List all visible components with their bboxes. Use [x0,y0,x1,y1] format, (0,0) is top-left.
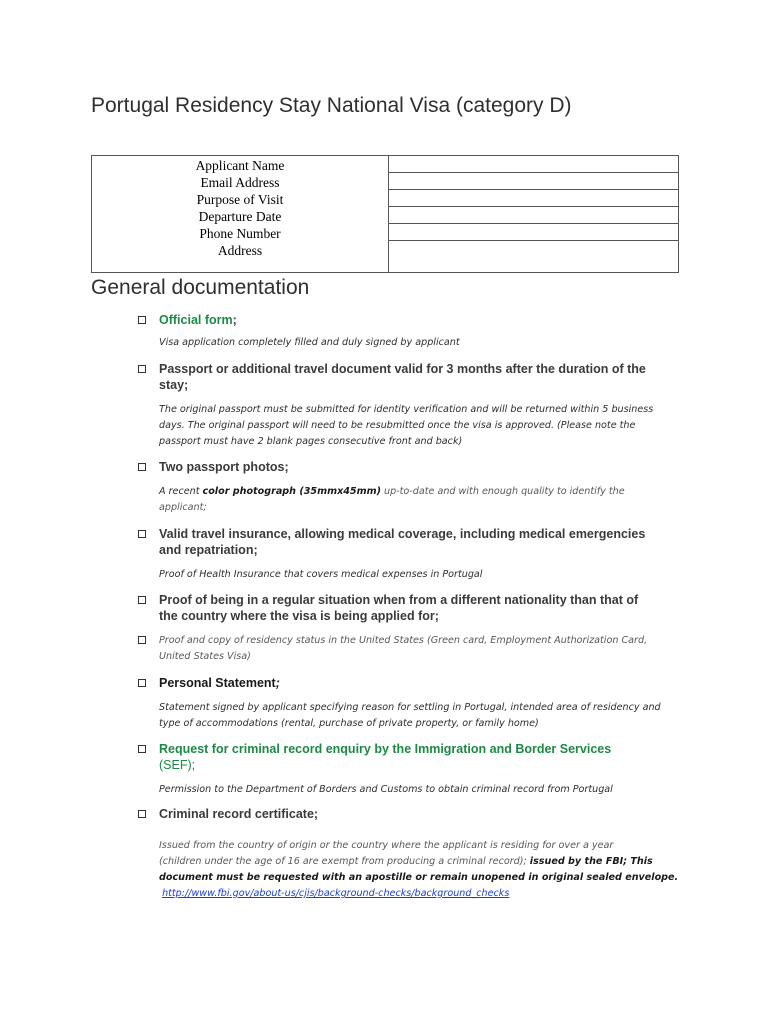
applicant-info-table [91,155,679,273]
personal-statement-checkbox[interactable] [138,679,146,687]
official-form-description: Visa application completely filled and duly signed by applicant [159,337,460,348]
criminal-record-certificate-heading: Criminal record certificate; [159,807,319,821]
regular-situation-checkbox[interactable] [138,596,146,604]
applicant-labels-cell [92,156,389,273]
departure-date-value-cell[interactable] [389,207,679,224]
label-phone-number: Phone Number [199,226,281,241]
passport-heading: Passport or additional travel document valid for 3 months after the duration of the stay; [159,362,646,392]
criminal-record-certificate-checkbox[interactable] [138,810,146,818]
applicant-name-value-cell[interactable] [389,156,679,173]
label-address: Address [217,243,263,258]
personal-statement-description: Statement signed by applicant specifying reason for settling in Portugal, intended area of residency and type of accommodations (rental, purchase of private property, or family home) [159,702,661,729]
passport-photos-description: A recent color photograph (35mmx45mm) up-to-date and with enough quality to identify the applicant; [159,486,625,513]
label-email-address: Email Address [200,175,280,190]
official-form-checkbox[interactable] [138,316,146,324]
passport-photos-heading: Two passport photos; [159,460,289,474]
regular-situation-heading: Proof of being in a regular situation when from a different nationality than that of the country where the visa is being applied for; [159,593,639,623]
section-heading-general-documentation: General documentation [91,276,310,299]
passport-photos-checkbox[interactable] [138,463,146,471]
residency-proof-checkbox[interactable] [138,636,146,644]
phone-number-value-cell[interactable] [389,224,679,241]
fbi-background-checks-link[interactable]: http://www.fbi.gov/about-us/cjis/background-checks/background_checks [162,888,510,899]
travel-insurance-heading: Valid travel insurance, allowing medical coverage, including medical emergencies and repatriation; [159,527,646,557]
residency-proof-description: Proof and copy of residency status in the United States (Green card, Employment Authorization Card, United States Visa) [159,635,648,662]
label-purpose-of-visit: Purpose of Visit [196,192,284,207]
travel-insurance-checkbox[interactable] [138,530,146,538]
email-address-value-cell[interactable] [389,173,679,190]
personal-statement-heading: Personal Statement; [159,676,280,690]
travel-insurance-description: Proof of Health Insurance that covers medical expenses in Portugal [159,569,483,580]
page-title: Portugal Residency Stay National Visa (category D) [91,94,572,117]
criminal-record-enquiry-checkbox[interactable] [138,745,146,753]
label-departure-date: Departure Date [198,209,282,224]
criminal-record-certificate-description: Issued from the country of origin or the country where the applicant is residing for over a year (children under the age of 16 are exempt from producing a criminal record); issued by the FBI; This document must be requested with an apostille or remain unopened in original sealed envelope. http://www.fbi.gov/about-us/cjis/background-checks/background_checks [159,840,679,899]
criminal-record-enquiry-heading: Request for criminal record enquiry by the Immigration and Border Services (SEF); [159,742,612,772]
passport-description: The original passport must be submitted for identity verification and will be returned within 5 business days. The original passport will need to be resubmitted once the visa is approved. (Please note the passport must have 2 blank pages consecutive front and back) [159,404,654,447]
label-applicant-name: Applicant Name [195,158,285,173]
criminal-record-enquiry-description: Permission to the Department of Borders and Customs to obtain criminal record from Portugal [159,784,613,795]
address-value-cell[interactable] [389,241,679,273]
purpose-of-visit-value-cell[interactable] [389,190,679,207]
passport-checkbox[interactable] [138,365,146,373]
official-form-heading: Official form; [159,313,237,327]
